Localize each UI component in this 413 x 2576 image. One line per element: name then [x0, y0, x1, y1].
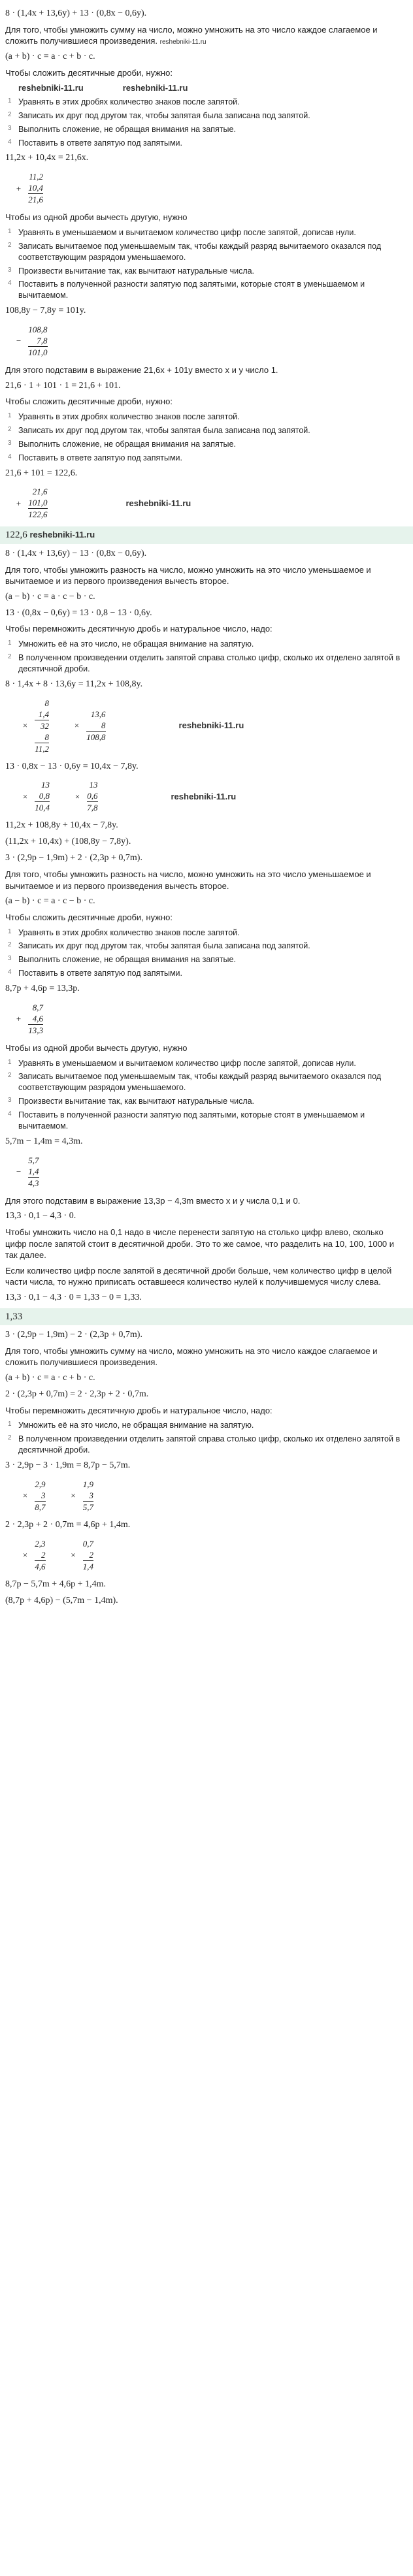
step: 2 В полученном произведении отделить запятой справа столько цифр, сколько их отделено запятой в десятичной дроби.	[8, 1434, 401, 1455]
watermark: reshebniki-11.ru	[159, 39, 206, 46]
step: 4 Поставить в полученной разности запятую под запятыми, которые стоят в уменьшаемом и вычитаемом.	[8, 1110, 365, 1131]
addition-intro: Чтобы сложить десятичные дроби, нужно:	[5, 912, 173, 923]
answer-3: 1,33	[0, 1308, 413, 1325]
watermark: reshebniki-11.ru	[18, 83, 84, 93]
multiplication-intro: Чтобы перемножить десятичную дробь и натуральное число, надо:	[5, 1405, 273, 1415]
addition-steps	[5, 411, 406, 464]
answer-1: 122,6 reshebniki-11.ru	[0, 526, 413, 543]
column-addition: + 8,7 4,6 13,3	[16, 1002, 43, 1035]
substitution-text: Для этого подставим в выражение 21,6x + 101y вместо x и y число 1.	[5, 365, 278, 376]
combined: 11,2x + 108,8y + 10,4x − 7,8y.	[5, 820, 118, 831]
subtraction-intro: Чтобы из одной дроби вычесть другую, нужно	[5, 212, 188, 223]
distributive-text: Для того, чтобы умножить сумму на число, можно умножить на это число каждое слагаемое и сложить получившиеся произведения. reshebniki-11.ru	[5, 24, 378, 46]
step: 2 Записать вычитаемое под уменьшаемым так, чтобы каждый разряд вычитаемого оказался под соответствующим разрядом уменьшаемого.	[8, 1072, 382, 1093]
column-subtraction: − 108,8 7,8 101,0	[16, 325, 48, 358]
column-multiplication: × 2,9 3 8,7	[22, 1479, 46, 1512]
column-addition: + 21,6 101,0 122,6	[16, 487, 48, 520]
step: 1 Уравнять в уменьшаемом и вычитаемом количество цифр после запятой, дописав нули.	[8, 227, 356, 237]
column-multiplication: × 8 1,4 32 8 11,2	[22, 698, 50, 754]
products-3: 3 · 2,9p − 3 · 1,9m = 8,7p − 5,7m.	[5, 1460, 131, 1470]
diff-y: 108,8y − 7,8y = 101y.	[5, 306, 86, 316]
column-multiplication: × 2,3 2 4,6	[22, 1538, 46, 1571]
subtraction-intro: Чтобы из одной дроби вычесть другую, нужно	[5, 1042, 188, 1053]
column-multiplication: × 13,6 8 108,8	[74, 709, 106, 742]
step: 3 Выполнить сложение, не обращая внимания на запятые.	[8, 439, 236, 449]
combined-4: 8,7p − 5,7m + 4,6p + 1,4m.	[5, 1579, 106, 1589]
sum-result: 21,6 + 101 = 122,6.	[5, 468, 78, 478]
addition-steps	[5, 97, 406, 149]
substitution: 21,6 · 1 + 101 · 1 = 21,6 + 101.	[5, 380, 121, 391]
column-addition: + 11,2 10,4 21,6	[16, 172, 43, 205]
distributive-diff-text: Для того, чтобы умножить разность на число, можно умножить на это число уменьшаемое и вычитаемое и из первого произведения вычесть второе.	[5, 564, 371, 587]
column-multiplication: × 1,9 3 5,7	[70, 1479, 93, 1512]
watermark: reshebniki-11.ru	[125, 498, 191, 508]
addition-intro: Чтобы сложить десятичные дроби, нужно:	[5, 396, 173, 407]
substitution-text: Для этого подставим в выражение 13,3p − 4,3m вместо x и y числа 0,1 и 0.	[5, 1195, 301, 1206]
step: 1 Умножить её на это число, не обращая внимание на запятую.	[8, 639, 254, 649]
sum-x: 11,2x + 10,4x = 21,6x.	[5, 153, 89, 163]
expression-2: 8 · (1,4x + 13,6y) − 13 · (0,8x − 0,6y).	[5, 548, 147, 558]
step: 1 Уравнять в уменьшаемом и вычитаемом количество цифр после запятой, дописав нули.	[8, 1058, 356, 1068]
subtraction-steps	[5, 1058, 406, 1132]
column-multiplication: × 13 0,6 7,8	[74, 780, 98, 813]
products-4: 2 · 2,3p + 2 · 0,7m = 4,6p + 1,4m.	[5, 1519, 131, 1530]
step: 3 Выполнить сложение, не обращая внимания на запятые.	[8, 955, 236, 965]
step: 1 Уравнять в этих дробях количество знаков после запятой.	[8, 927, 240, 937]
subtraction-steps	[5, 227, 406, 301]
sum-p: 8,7p + 4,6p = 13,3p.	[5, 984, 80, 994]
step: 4 Поставить в ответе запятую под запятыми.	[8, 138, 182, 148]
column-multiplication: × 0,7 2 1,4	[70, 1538, 93, 1571]
step: 2 Записать вычитаемое под уменьшаемым так, чтобы каждый разряд вычитаемого оказался под соответствующим разрядом уменьшаемого.	[8, 241, 382, 262]
multiplication-intro: Чтобы перемножить десятичную дробь и натуральное число, надо:	[5, 624, 273, 634]
distributive-rule-2: (a − b) · c = a · c − b · c.	[5, 896, 95, 907]
step: 2 Записать их друг под другом так, чтобы запятая была записана под запятой.	[8, 425, 310, 435]
step: 1 Уравнять в этих дробях количество знаков после запятой.	[8, 97, 240, 106]
products-1: 8 · 1,4x + 8 · 13,6y = 11,2x + 108,8y.	[5, 679, 143, 689]
step: 4 Поставить в ответе запятую под запятыми.	[8, 453, 182, 462]
step: 4 Поставить в ответе запятую под запятыми.	[8, 969, 182, 978]
multiplication-steps	[5, 639, 406, 675]
distributive-rule: (a + b) · c = a · c + b · c.	[5, 51, 95, 61]
expansion: 13 · (0,8x − 0,6y) = 13 · 0,8 − 13 · 0,6y.	[5, 607, 152, 618]
watermark: reshebniki-11.ru	[171, 791, 237, 801]
substitution: 13,3 · 0,1 − 4,3 · 0.	[5, 1211, 76, 1221]
step: 2 Записать их друг под другом так, чтобы запятая была записана под запятой.	[8, 110, 310, 120]
distributive-rule: (a + b) · c = a · c + b · c.	[5, 1372, 95, 1383]
result-3: 13,3 · 0,1 − 4,3 · 0 = 1,33 − 0 = 1,33.	[5, 1292, 142, 1302]
expression-4: 3 · (2,9p − 1,9m) − 2 · (2,3p + 0,7m).	[5, 1329, 142, 1340]
expansion: 2 · (2,3p + 0,7m) = 2 · 2,3p + 2 · 0,7m.	[5, 1389, 149, 1399]
watermark: reshebniki-11.ru	[29, 530, 95, 540]
addition-intro: Чтобы сложить десятичные дроби, нужно:	[5, 67, 173, 78]
step: 3 Выполнить сложение, не обращая внимания на запятые.	[8, 124, 236, 134]
multiplication-steps	[5, 1420, 406, 1456]
distributive-rule-2: (a − b) · c = a · c − b · c.	[5, 591, 95, 602]
expression-1: 8 · (1,4x + 13,6y) + 13 · (0,8x − 0,6y).	[5, 8, 147, 18]
decimal-rule-2: Если количество цифр после запятой в десятичной дроби больше, чем количество цифр в целой части числа, то нужно приписать оставшееся количество нулей к получившемуся числу слева.	[5, 1265, 392, 1287]
step: 1 Умножить её на это число, не обращая внимание на запятую.	[8, 1421, 254, 1430]
step: 1 Уравнять в этих дробях количество знаков после запятой.	[8, 412, 240, 422]
addition-steps	[5, 927, 406, 980]
step: 3 Произвести вычитание так, как вычитают натуральные числа.	[8, 1097, 255, 1106]
step: 2 Записать их друг под другом так, чтобы запятая была записана под запятой.	[8, 941, 310, 951]
watermark: reshebniki-11.ru	[122, 83, 188, 93]
column-subtraction: − 5,7 1,4 4,3	[16, 1155, 39, 1188]
grouped-4: (8,7p + 4,6p) − (5,7m − 1,4m).	[5, 1595, 118, 1605]
step: 2 В полученном произведении отделить запятой справа столько цифр, сколько их отделено запятой в десятичной дроби.	[8, 652, 401, 673]
distributive-text: Для того, чтобы умножить сумму на число, можно умножить на это число каждое слагаемое и сложить получившиеся произведения.	[5, 1345, 378, 1368]
distributive-diff-text: Для того, чтобы умножить разность на число, можно умножить на это число уменьшаемое и вычитаемое и из первого произведения вычесть второе.	[5, 869, 371, 891]
products-2: 13 · 0,8x − 13 · 0,6y = 10,4x − 7,8y.	[5, 761, 139, 771]
expression-3: 3 · (2,9p − 1,9m) + 2 · (2,3p + 0,7m).	[5, 853, 142, 863]
step: 4 Поставить в полученной разности запятую под запятыми, которые стоят в уменьшаемом и вычитаемом.	[8, 280, 365, 300]
column-multiplication: × 13 0,8 10,4	[22, 780, 50, 813]
watermark: reshebniki-11.ru	[178, 720, 244, 731]
step: 3 Произвести вычитание так, как вычитают натуральные числа.	[8, 266, 255, 276]
diff-m: 5,7m − 1,4m = 4,3m.	[5, 1136, 83, 1146]
decimal-rule-1: Чтобы умножить число на 0,1 надо в числе перенести запятую на столько цифр влево, сколько цифр после запятой стоит в десятичной дроби. Это то же самое, что разделить на 10, 100, 1000 и так далее.	[5, 1227, 395, 1261]
grouped: (11,2x + 10,4x) + (108,8y − 7,8y).	[5, 837, 131, 847]
